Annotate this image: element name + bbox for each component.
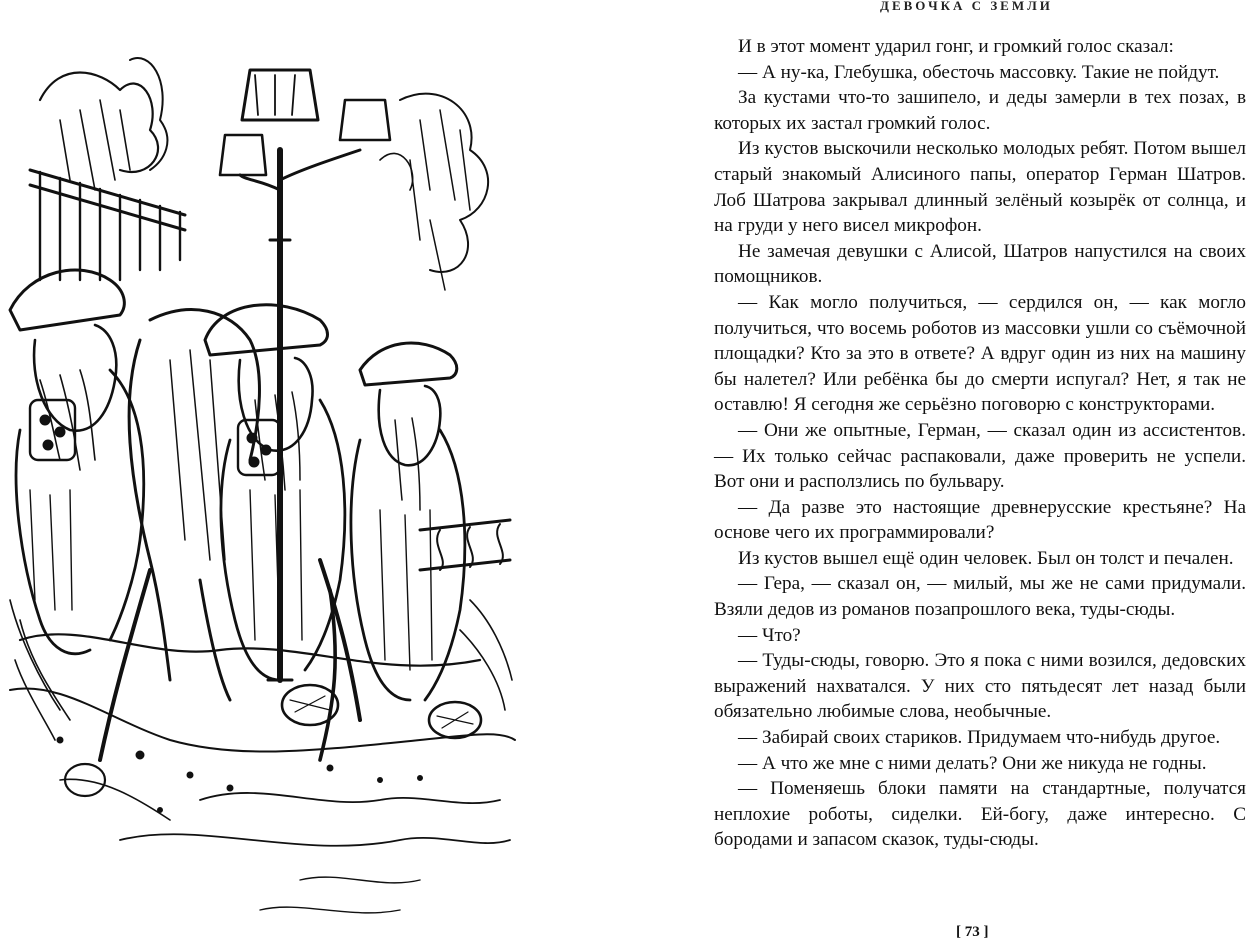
paragraph: За кустами что-то зашипело, и деды замерли в тех позах, в которых их застал громкий голос. (714, 87, 1246, 134)
paragraph: — Гера, — сказал он, — милый, мы же не сами придумали. Взяли дедов из романов позапрошлого века, туды-сюды. (714, 573, 1246, 621)
paragraph: Из кустов выскочили несколько молодых ребят. Потом вышел старый знакомый Алисиного папы, оператор Герман Шатров. Лоб Шатрова закрывал длинный зелёный козырёк от солнца, и на груди у него висел микрофон. (714, 138, 1246, 237)
paragraph: — Да разве это настоящие древнерусские крестьяне? На основе чего их программировали? (714, 496, 1246, 544)
paragraph: — Они же опытные, Герман, — сказал один из ассистентов. — Их только сейчас распаковали, даже проверить не успели. Вот они и расползлись по бульвару. (714, 419, 1246, 493)
illustration-old-men-on-boulevard (0, 40, 520, 920)
paragraph: — Забирай своих стариков. Придумаем что-нибудь другое. (738, 727, 1221, 749)
page-number: [ 73 ] (956, 924, 989, 940)
text-block (714, 34, 1246, 853)
paragraph: — Как могло получиться, — сердился он, — как могло получиться, что восемь роботов из массовки ушли со съёмочной площадки? Кто за это в ответе? А вдруг один из них на машину бы налетел? Или ребёнка бы до смерти испугал? Нет, я так не оставлю! Я сегодня же серьёзно поговорю с конструкторами. (714, 291, 1246, 416)
paragraph: — Что? (738, 624, 801, 646)
paragraph: И в этот момент ударил гонг, и громкий голос сказал: (738, 36, 1174, 57)
paragraph: Из кустов вышел ещё один человек. Был он толст и печален. (738, 547, 1234, 569)
paragraph: — Туды-сюды, говорю. Это я пока с ними возился, дедовских выражений нахватался. У них сто пятьдесят лет назад были обязательно любимые слова, необычные. (714, 650, 1246, 723)
paragraph: — Поменяешь блоки памяти на стандартные, получатся неплохие роботы, сиделки. Ей-богу, даже интересно. С бородами и запасом сказок, туды-сюды. (714, 778, 1246, 851)
paragraph: Не замечая девушки с Алисой, Шатров напустился на своих помощников. (714, 240, 1246, 288)
paragraph: — А что же мне с ними делать? Они же никуда не годны. (738, 752, 1207, 774)
running-head: ДЕВОЧКА С ЗЕМЛИ (880, 0, 1053, 13)
paragraph: — А ну-ка, Глебушка, обесточь массовку. Такие не пойдут. (738, 61, 1220, 83)
